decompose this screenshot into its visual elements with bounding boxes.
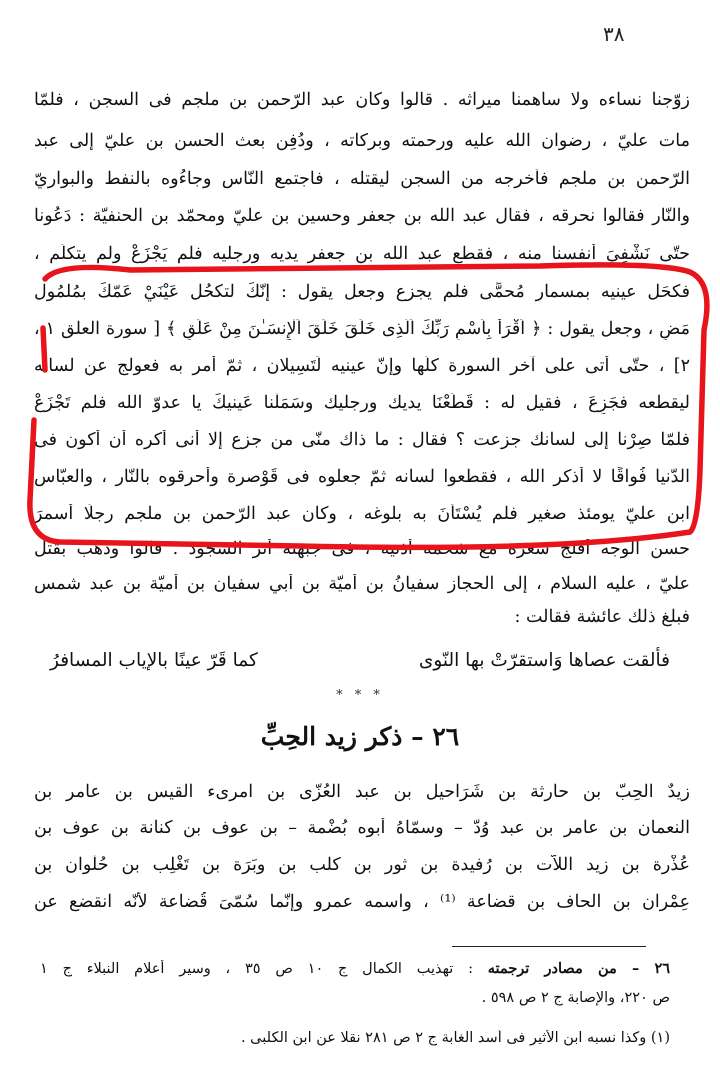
text-line: زوّجنا نساءه ولا ساهمنا ميراثه . قالوا وكان عبد الرّحمن بن ملجم فى السجن ، فلمّا bbox=[34, 90, 690, 110]
footnote-sources bbox=[40, 960, 670, 977]
text-line: فكحَل عينيه بمسمار مُحمًّى فلم يجزع وجعل يقول : إنّكَ لتكحُل عَيْنَيْ عَمّكَ بمُلمُول bbox=[34, 282, 690, 302]
footnote-divider bbox=[452, 946, 646, 947]
verse-hemistich-left: كما قَرّ عينًا بالإياب المسافرُ bbox=[50, 650, 258, 671]
footnote-1: (١) وكذا نسبه ابن الأثير فى أسد الغابة ج ٢ ص ٢٨١ نقلا عن ابن الكلبى . bbox=[240, 1030, 670, 1046]
text-line: فلمّا صِرْنا إلى لسانك جزعت ؟ فقال : ما ذاك منّى من جزع إلا أنى أكره أن أكون فى bbox=[34, 430, 690, 450]
section-separator: * * * bbox=[336, 688, 384, 703]
text-line: عليّ ، عليه السلام ، إلى الحجاز سفيانُ بن أميّة بن أبي سفيان بن أميّة بن عبد شمس bbox=[34, 574, 690, 594]
poetry-verse bbox=[50, 650, 670, 671]
text-line: عُذْرة بن زيد اللاّت بن رُفيدة بن ثور بن كلب بن وبَرَة بن تَغْلِب بن حُلْوان بن bbox=[34, 855, 690, 875]
text-line: مَضٍ ، وجعل يقول : ﴿ اَقْرَأْ بِاَسْمِ رَبِّكَ اَلَّذِى خَلَقَ خَلَقَ اَلْإِنسَـٰنَ مِنْ عَلَقٍ ﴾ [ سورة العلق ١ ، bbox=[34, 319, 690, 339]
text-line: فبلغ ذلك عائشة فقالت : bbox=[514, 607, 690, 627]
text-line: حتّى نَشْفِيَ أنفسنا منه ، فقطع عبد الله بن جعفر يديه ورجليه فلم يَجْزَعْ ولم يتكلّم ، bbox=[34, 244, 690, 264]
text-line: مات عليّ ، رضوان الله عليه ورحمته وبركاته ، ودُفِن بعث الحسن بن عليّ إلى عبد bbox=[34, 131, 690, 151]
text-line: والنّار فقالوا نحرقه ، فقال عبد الله بن جعفر وحسين بن عليّ ومحمّد بن الحنفيّة : دَعُونا bbox=[34, 206, 690, 226]
text-line: زيدٌ الحِبّ بن حارثة بن شَرَاحيل بن عبد العُزّى بن امرىء القيس بن عامر بن bbox=[34, 782, 690, 802]
footnote-sources-continued: ص ٢٢٠، والإصابة ج ٢ ص ٥٩٨ . bbox=[481, 990, 670, 1006]
footnote-sources-label: ٢٦ – من مصادر ترجمته bbox=[487, 960, 670, 977]
text-line: النعمان بن عامر بن عبد وُدّ – وسمّاهُ أبوه بُضْمة – بن عوف بن كنانة بن عوف بن bbox=[34, 818, 690, 838]
text-line: ٢] ، حتّى أتى على آخر السورة كلّها وإنّ عينيه لَتَسِيلان ، ثمّ أمر به فعولج عن لسانه bbox=[34, 356, 690, 376]
page-number: ٣٨ bbox=[603, 22, 625, 46]
section-heading: ٢٦ – ذكر زيد الحِبِّ bbox=[260, 722, 460, 751]
text-line: عِمْران بن الحاف بن قضاعة ⁽¹⁾ ، واسمه عمرو وإنّما سُمّىَ قُضاعة لأنّه انقضع عن bbox=[34, 892, 690, 912]
text-line: ليقطعه فجَزِعَ ، فقيل له : قَطَعْنَا يديك ورجليك وسَمَلْنا عَينيكَ يا عدوّ الله فلم تَجْزَعْ bbox=[34, 393, 690, 413]
text-line: الدّنيا فُواقًا لا أذكر الله ، فقطعوا لسانه ثمّ جعلوه فى قَوْصرة وأحرقوه بالنّار ، والعبّاس bbox=[34, 467, 690, 487]
verse-hemistich-right: فألقت عصاها وَاستقرّتْ بها النّوى bbox=[418, 650, 670, 671]
text-line: حسن الوجه أفلج شعره مع شحمة أذنيه ، فى جبهته أثر السجود . قالوا وذهب بقتل bbox=[34, 539, 690, 559]
text-line: الرّحمن بن ملجم فأخرجه من السجن ليقتله ، فاجتمع النّاس وجاءُوه بالنفط والبواريّ bbox=[34, 169, 690, 189]
text-line: ابن عليّ يومئذ صغير فلم يُسْتَأْنَ به بلوغه ، وكان عبد الرّحمن بن ملجم رجلًا أسمرَ bbox=[34, 504, 690, 524]
footnote-sources-text: : تهذيب الكمال ج ١٠ ص ٣٥ ، وسير أعلام النبلاء ج ١ bbox=[40, 961, 473, 977]
